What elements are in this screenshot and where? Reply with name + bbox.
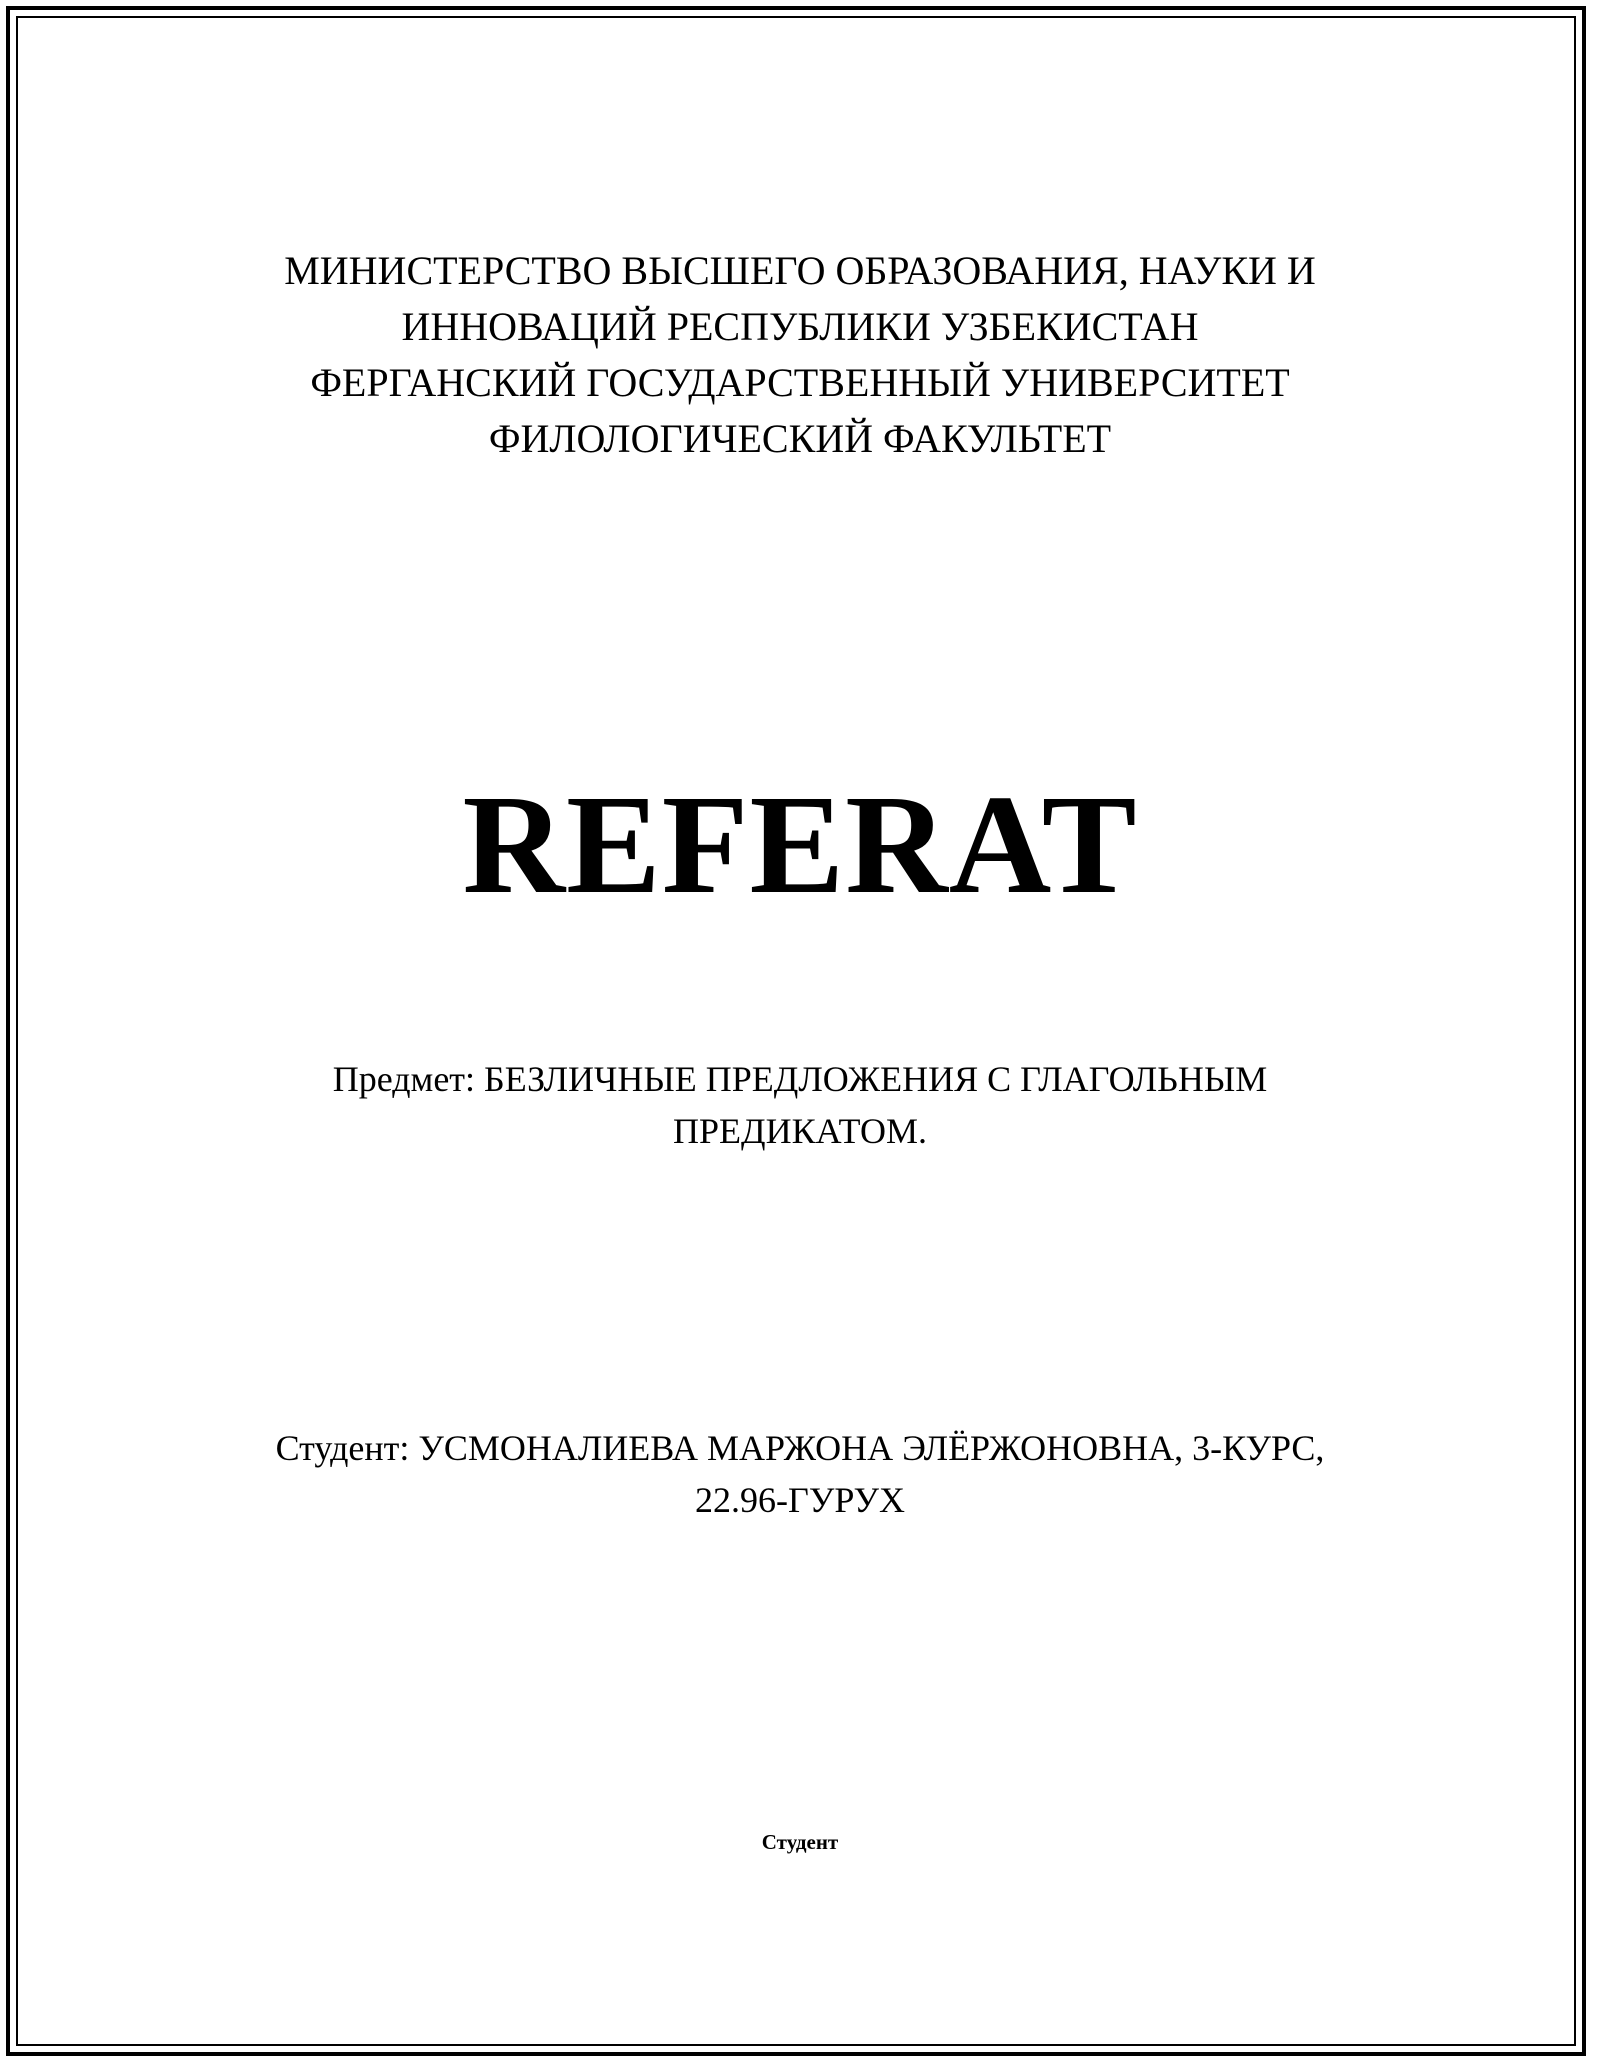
institution-header — [0, 243, 1600, 467]
student-info — [0, 1422, 1600, 1526]
header-line-ministry: МИНИСТЕРСТВО ВЫСШЕГО ОБРАЗОВАНИЯ, НАУКИ И — [284, 248, 1316, 293]
header-line-faculty: ФИЛОЛОГИЧЕСКИЙ ФАКУЛЬТЕТ — [488, 416, 1112, 461]
student-line-2: 22.96-ГУРУХ — [695, 1480, 905, 1520]
header-line-university: ФЕРГАНСКИЙ ГОСУДАРСТВЕННЫЙ УНИВЕРСИТЕТ — [310, 360, 1290, 405]
subject-line-2: ПРЕДИКАТОМ. — [673, 1111, 927, 1151]
footer-label: Студент — [761, 1830, 839, 1854]
student-line-1: Студент: УСМОНАЛИЕВА МАРЖОНА ЭЛЁРЖОНОВНА, 3-КУРС, — [275, 1428, 1325, 1468]
subject-info — [0, 1053, 1600, 1157]
header-line-republic: ИННОВАЦИЙ РЕСПУБЛИКИ УЗБЕКИСТАН — [401, 304, 1199, 349]
subject-line-1: Предмет: БЕЗЛИЧНЫЕ ПРЕДЛОЖЕНИЯ С ГЛАГОЛЬНЫМ — [332, 1059, 1268, 1099]
document-title: REFERAT — [462, 765, 1138, 923]
